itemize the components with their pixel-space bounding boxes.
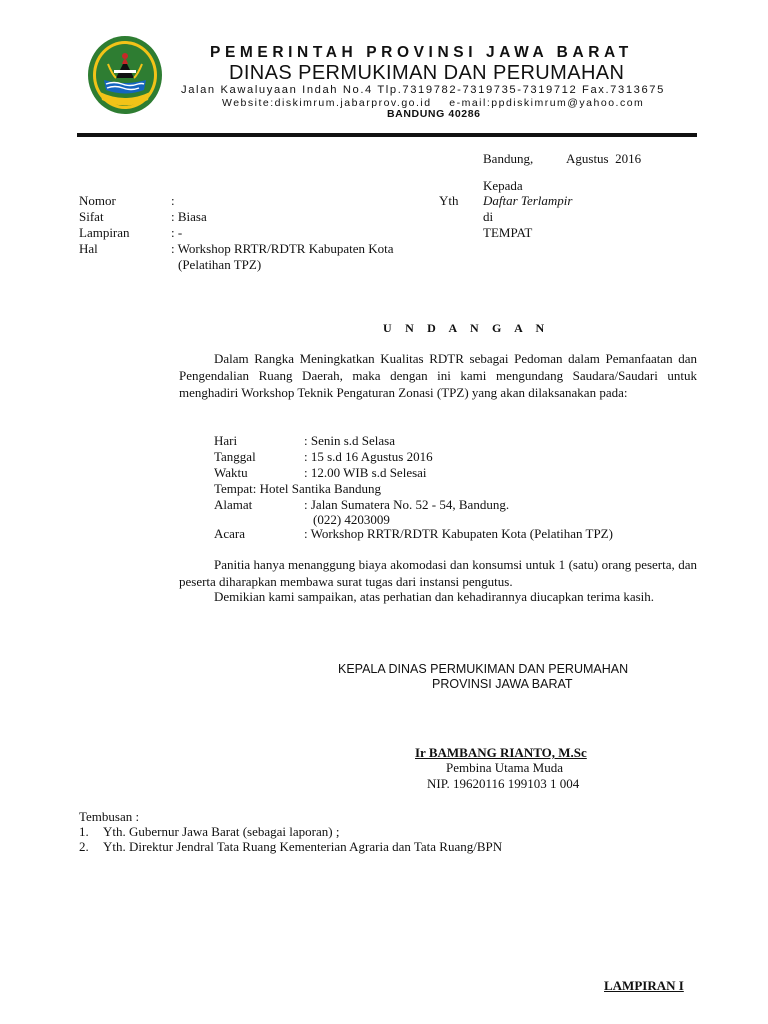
letterhead-divider xyxy=(77,133,697,137)
lampiran-heading: LAMPIRAN I xyxy=(604,978,684,993)
detail-alamat-phone: (022) 4203009 xyxy=(313,512,390,527)
meta-hal-label: Hal xyxy=(79,241,98,256)
recipient-kepada: Kepada xyxy=(483,178,523,193)
detail-alamat-label: Alamat xyxy=(214,497,253,512)
detail-alamat-value: : Jalan Sumatera No. 52 - 54, Bandung. xyxy=(304,497,510,512)
meta-sifat-value: : Biasa xyxy=(171,209,207,224)
date-month-year: Agustus 2016 xyxy=(566,151,642,166)
detail-hari-label: Hari xyxy=(214,433,238,448)
recipient-di: di xyxy=(483,209,494,224)
detail-acara-value: : Workshop RRTR/RDTR Kabupaten Kota (Pelatihan TPZ) xyxy=(304,526,613,541)
body-paragraph-1: Dalam Rangka Meningkatkan Kualitas RDTR sebagai Pedoman dalam Pemanfaatan dan Pengendalian Ruang Daerah, maka dengan ini kami mengundang Saudara/Saudari untuk menghadiri Workshop Teknik Pengaturan Zonasi (TPZ) yang akan dilaksanakan pada: xyxy=(179,351,697,400)
signature-rank: Pembina Utama Muda xyxy=(446,760,563,775)
detail-tanggal-label: Tanggal xyxy=(214,449,256,464)
meta-hal-value: : Workshop RRTR/RDTR Kabupaten Kota xyxy=(171,241,394,256)
tembusan-label: Tembusan : xyxy=(79,809,140,824)
signature-nip: NIP. 19620116 199103 1 004 xyxy=(427,776,580,791)
signature-name: Ir BAMBANG RIANTO, M.Sc xyxy=(415,745,587,760)
meta-nomor-label: Nomor xyxy=(79,193,116,208)
recipient-name: Daftar Terlampir xyxy=(483,193,573,208)
tembusan-item-2-num: 2. xyxy=(79,839,89,854)
letterhead-province: PEMERINTAH PROVINSI JAWA BARAT xyxy=(210,44,633,61)
recipient-yth: Yth xyxy=(439,193,459,208)
signature-office-line1: KEPALA DINAS PERMUKIMAN DAN PERUMAHAN xyxy=(338,662,629,676)
meta-sifat-label: Sifat xyxy=(79,209,104,224)
tembusan-item-2-text: Yth. Direktur Jendral Tata Ruang Kementerian Agraria dan Tata Ruang/BPN xyxy=(103,839,503,854)
letter-title: U N D A N G A N xyxy=(383,321,550,335)
body-paragraph-2: Panitia hanya menanggung biaya akomodasi dan konsumsi untuk 1 (satu) orang peserta, dan peserta diharapkan membawa surat tugas dari instansi pengutus. xyxy=(179,557,697,589)
letterhead-city: BANDUNG 40286 xyxy=(387,108,481,120)
meta-nomor-value: : xyxy=(171,193,175,208)
tembusan-item-1-num: 1. xyxy=(79,824,89,839)
tembusan-item-1-text: Yth. Gubernur Jawa Barat (sebagai laporan) ; xyxy=(103,824,340,839)
recipient-place: TEMPAT xyxy=(483,225,533,240)
letterhead-address: Jalan Kawaluyaan Indah No.4 Tlp.7319782-7319735-7319712 Fax.7313675 xyxy=(181,84,665,96)
detail-tempat: Tempat: Hotel Santika Bandung xyxy=(214,481,381,496)
signature-office-line2: PROVINSI JAWA BARAT xyxy=(432,677,573,691)
detail-tanggal-value: : 15 s.d 16 Agustus 2016 xyxy=(304,449,433,464)
meta-lampiran-value: : - xyxy=(171,225,183,240)
detail-acara-label: Acara xyxy=(214,526,246,541)
detail-hari-value: : Senin s.d Selasa xyxy=(304,433,395,448)
letterhead-contact: Website:diskimrum.jabarprov.go.id e-mail:ppdiskimrum@yahoo.com xyxy=(222,97,645,109)
detail-waktu-value: : 12.00 WIB s.d Selesai xyxy=(304,465,427,480)
meta-lampiran-label: Lampiran xyxy=(79,225,130,240)
date-city: Bandung, xyxy=(483,151,534,166)
detail-waktu-label: Waktu xyxy=(214,465,248,480)
meta-hal-value-line2: (Pelatihan TPZ) xyxy=(178,257,262,272)
body-paragraph-3: Demikian kami sampaikan, atas perhatian dan kehadirannya diucapkan terima kasih. xyxy=(214,589,655,604)
west-java-province-emblem-icon xyxy=(86,34,164,116)
letterhead-agency: DINAS PERMUKIMAN DAN PERUMAHAN xyxy=(229,62,625,84)
